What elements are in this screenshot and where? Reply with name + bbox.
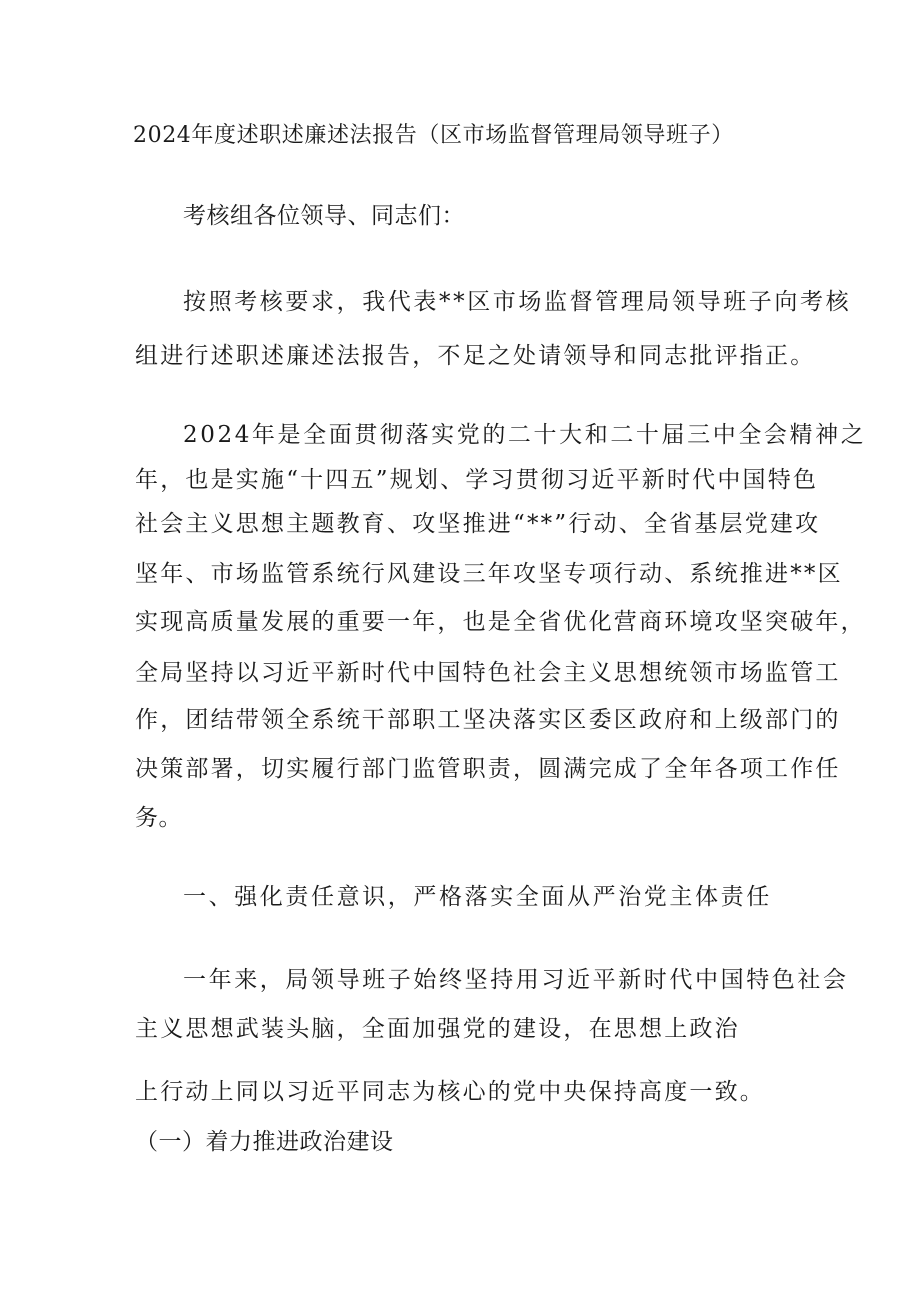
section1-line-1: 一年来，局领导班子始终坚持用习近平新时代中国特色社会	[183, 967, 849, 993]
section1-line-3: 上行动上同以习近平同志为核心的党中央保持高度一致。	[135, 1079, 765, 1105]
salutation: 考核组各位领导、同志们：	[183, 203, 465, 229]
overview-line-3: 社会主义思想主题教育、攻坚推进“**”行动、全省基层党建攻	[135, 511, 821, 537]
section1-subheading: （一）着力推进政治建设	[135, 1129, 394, 1155]
overview-line-2: 年，也是实施“十四五”规划、学习贯彻习近平新时代中国特色	[135, 467, 819, 493]
overview-line-8: 决策部署，切实履行部门监管职责，圆满完成了全年各项工作任	[135, 756, 841, 782]
overview-line-9: 务。	[135, 805, 182, 831]
intro-line-2: 组进行述职述廉述法报告，不足之处请领导和同志批评指正。	[135, 343, 816, 369]
overview-line-4: 坚年、市场监管系统行风建设三年攻坚专项行动、系统推进**区	[135, 561, 843, 587]
overview-line-6: 全局坚持以习近平新时代中国特色社会主义思想统领市场监管工	[135, 660, 841, 686]
section1-heading: 一、强化责任意识，严格落实全面从严治党主体责任	[183, 884, 772, 910]
overview-line-5: 实现高质量发展的重要一年，也是全省优化营商环境攻坚突破年，	[135, 609, 866, 635]
overview-line-1: 2024年是全面贯彻落实党的二十大和二十届三中全会精神之	[183, 422, 867, 448]
document-title: 2024年度述职述廉述法报告（区市场监督管理局领导班子）	[133, 123, 734, 148]
intro-line-1: 按照考核要求，我代表**区市场监督管理局领导班子向考核	[183, 289, 852, 315]
overview-line-7: 作，团结带领全系统干部职工坚决落实区委区政府和上级部门的	[135, 707, 841, 733]
section1-line-2: 主义思想武装头脑，全面加强党的建设，在思想上政治	[135, 1016, 740, 1042]
